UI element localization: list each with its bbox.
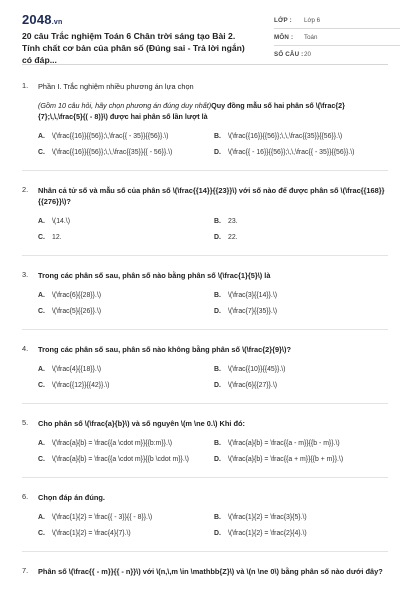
option-text: \(\frac{{12}}{{42}}.\) — [52, 382, 110, 389]
option-text: \(\frac{1}{2} = \frac{3}{5}.\) — [228, 514, 307, 521]
option-text: \(\frac{{16}}{{56}};\,\,\frac{{35}}{{56}}.\) — [228, 133, 343, 140]
answer-options — [38, 513, 388, 539]
option-c[interactable] — [38, 529, 210, 539]
option-letter: B. — [214, 514, 221, 521]
question-number: 7. — [22, 566, 29, 575]
question-divider — [22, 255, 388, 256]
option-letter: C. — [38, 308, 45, 315]
option-letter: A. — [38, 440, 45, 447]
option-text: \(\frac{4}{{18}}.\) — [52, 366, 102, 373]
question-number: 2. — [22, 185, 29, 194]
question-1 — [22, 81, 388, 158]
option-a[interactable] — [38, 217, 210, 227]
meta-row-subject — [274, 29, 400, 46]
meta-label: LỚP : — [274, 16, 292, 24]
option-text: \(\frac{{ - 16}}{{56}};\,\,\frac{{ - 35}}{{56}}.\) — [228, 149, 355, 156]
answer-options — [38, 217, 388, 243]
site-logo[interactable] — [22, 12, 62, 27]
option-text: \(\frac{a}{b} = \frac{{a + m}}{{b + m}}.\) — [228, 456, 344, 463]
option-d[interactable] — [214, 455, 386, 465]
question-number: 1. — [22, 81, 29, 90]
option-d[interactable] — [214, 233, 386, 243]
option-c[interactable] — [38, 381, 210, 391]
option-d[interactable] — [214, 381, 386, 391]
option-letter: C. — [38, 234, 45, 241]
option-letter: B. — [214, 218, 221, 225]
option-letter: C. — [38, 382, 45, 389]
option-letter: A. — [38, 292, 45, 299]
option-letter: D. — [214, 149, 221, 156]
option-letter: A. — [38, 218, 45, 225]
option-a[interactable] — [38, 439, 210, 449]
option-text: 23. — [228, 218, 238, 225]
option-text: \(\frac{6}{{27}}.\) — [228, 382, 278, 389]
answer-options — [38, 291, 388, 317]
option-text: \(\frac{3}{{14}}.\) — [228, 292, 278, 299]
option-text: \(\frac{a}{b} = \frac{{a \cdot m}}{{b:m}}.\) — [52, 440, 173, 447]
option-d[interactable] — [214, 307, 386, 317]
option-text: 22. — [228, 234, 238, 241]
answer-options — [38, 365, 388, 391]
document-title: 20 câu Trắc nghiệm Toán 6 Chân trời sáng tạo Bài 2. Tính chất cơ bản của phân số (Đúng sai - Trả lời ngắn) có đáp... — [22, 31, 245, 65]
option-c[interactable] — [38, 307, 210, 317]
option-letter: D. — [214, 382, 221, 389]
meta-value: 20 — [304, 50, 311, 58]
option-d[interactable] — [214, 529, 386, 539]
meta-label: SỐ CÂU : — [274, 50, 304, 58]
option-text: \(\frac{{16}}{{56}};\,\,\frac{{35}}{{ - 56}}.\) — [52, 149, 173, 156]
option-letter: B. — [214, 440, 221, 447]
question-2 — [22, 185, 388, 243]
option-letter: D. — [214, 234, 221, 241]
option-text: \(\frac{a}{b} = \frac{{a - m}}{{b - m}}.\) — [228, 440, 340, 447]
option-c[interactable] — [38, 233, 210, 243]
option-b[interactable] — [214, 513, 386, 523]
question-text: Phần I. Trắc nghiệm nhiều phương án lựa chọn — [38, 82, 194, 91]
question-divider — [22, 403, 388, 404]
option-letter: B. — [214, 133, 221, 140]
question-text: Trong các phân số sau, phân số nào bằng phân số \(\frac{1}{5}\) là — [38, 271, 271, 280]
question-6 — [22, 492, 388, 539]
option-letter: C. — [38, 530, 45, 537]
meta-row-question-count — [274, 46, 400, 62]
option-letter: A. — [38, 514, 45, 521]
option-b[interactable] — [214, 132, 386, 142]
option-b[interactable] — [214, 439, 386, 449]
option-text: \(\frac{1}{2} = \frac{{ - 3}}{{ - 8}}.\) — [52, 514, 153, 521]
question-divider — [22, 477, 388, 478]
option-text: \(\frac{a}{b} = \frac{{a \cdot m}}{{b \cdot m}}.\) — [52, 456, 189, 463]
option-text: \(\frac{7}{{35}}.\) — [228, 308, 278, 315]
meta-row-class — [274, 12, 400, 29]
meta-value: Lớp 6 — [304, 16, 321, 24]
question-text: Trong các phân số sau, phân số nào không bằng phân số \(\frac{2}{9}\)? — [38, 345, 291, 354]
meta-value: Toán — [304, 33, 318, 41]
meta-label: MÔN : — [274, 33, 294, 41]
option-letter: D. — [214, 530, 221, 537]
option-text: \(\frac{1}{2} = \frac{4}{7}.\) — [52, 530, 131, 537]
question-text: Nhân cả tử số và mẫu số của phân số \(\frac{{14}}{{23}}\) với số nào để được phân số \(\frac{{168}}{{276}}\)? — [38, 186, 385, 206]
question-number: 3. — [22, 270, 29, 279]
option-a[interactable] — [38, 132, 210, 142]
question-7 — [22, 566, 388, 577]
option-a[interactable] — [38, 365, 210, 375]
instruction-prompt: Quy đồng mẫu số hai phân số \(\frac{2}{7};\,\,\frac{5}{( - 8)}\) được hai phân số lần lượt là — [38, 101, 345, 121]
question-divider — [22, 551, 388, 552]
question-divider — [22, 170, 388, 171]
question-instruction — [38, 100, 388, 122]
document-meta — [274, 12, 400, 62]
option-a[interactable] — [38, 513, 210, 523]
option-letter: B. — [214, 366, 221, 373]
option-text: 12. — [52, 234, 62, 241]
logo-suffix-text: .vn — [51, 19, 63, 26]
option-letter: A. — [38, 366, 45, 373]
option-text: \(\frac{5}{{26}}.\) — [52, 308, 102, 315]
option-letter: C. — [38, 456, 45, 463]
option-letter: D. — [214, 456, 221, 463]
question-number: 4. — [22, 344, 29, 353]
question-3 — [22, 270, 388, 317]
option-letter: D. — [214, 308, 221, 315]
option-letter: B. — [214, 292, 221, 299]
logo-main-text: 2048 — [22, 12, 52, 27]
option-d[interactable] — [214, 148, 386, 158]
question-text: Phân số \(\frac{{ - m}}{{ - n}}\) với \(n,\,m \in \mathbb{Z}\) và \(n \ne 0\) bằng phân số nào dưới đây? — [38, 567, 383, 576]
question-number: 6. — [22, 492, 29, 501]
option-b[interactable] — [214, 365, 386, 375]
option-text: \(\frac{6}{{28}}.\) — [52, 292, 102, 299]
instruction-note: (Gồm 10 câu hỏi, hãy chọn phương án đúng duy nhất) — [38, 101, 212, 110]
option-a[interactable] — [38, 291, 210, 301]
question-5 — [22, 418, 388, 465]
option-text: \(\frac{{10}}{{45}}.\) — [228, 366, 286, 373]
answer-options — [38, 132, 388, 158]
answer-options — [38, 439, 388, 465]
option-c[interactable] — [38, 148, 210, 158]
option-text: \(14.\) — [52, 218, 70, 225]
question-4 — [22, 344, 388, 391]
option-b[interactable] — [214, 217, 386, 227]
option-c[interactable] — [38, 455, 210, 465]
document-header — [22, 0, 388, 65]
question-text: Chọn đáp án đúng. — [38, 493, 105, 502]
question-divider — [22, 329, 388, 330]
option-letter: C. — [38, 149, 45, 156]
question-number: 5. — [22, 418, 29, 427]
option-text: \(\frac{{16}}{{56}};\,\frac{{ - 35}}{{56}}.\) — [52, 133, 169, 140]
question-text: Cho phân số \(\frac{a}{b}\) và số nguyên \(m \ne 0.\) Khi đó: — [38, 419, 245, 428]
option-b[interactable] — [214, 291, 386, 301]
option-text: \(\frac{1}{2} = \frac{2}{4}.\) — [228, 530, 307, 537]
option-letter: A. — [38, 133, 45, 140]
